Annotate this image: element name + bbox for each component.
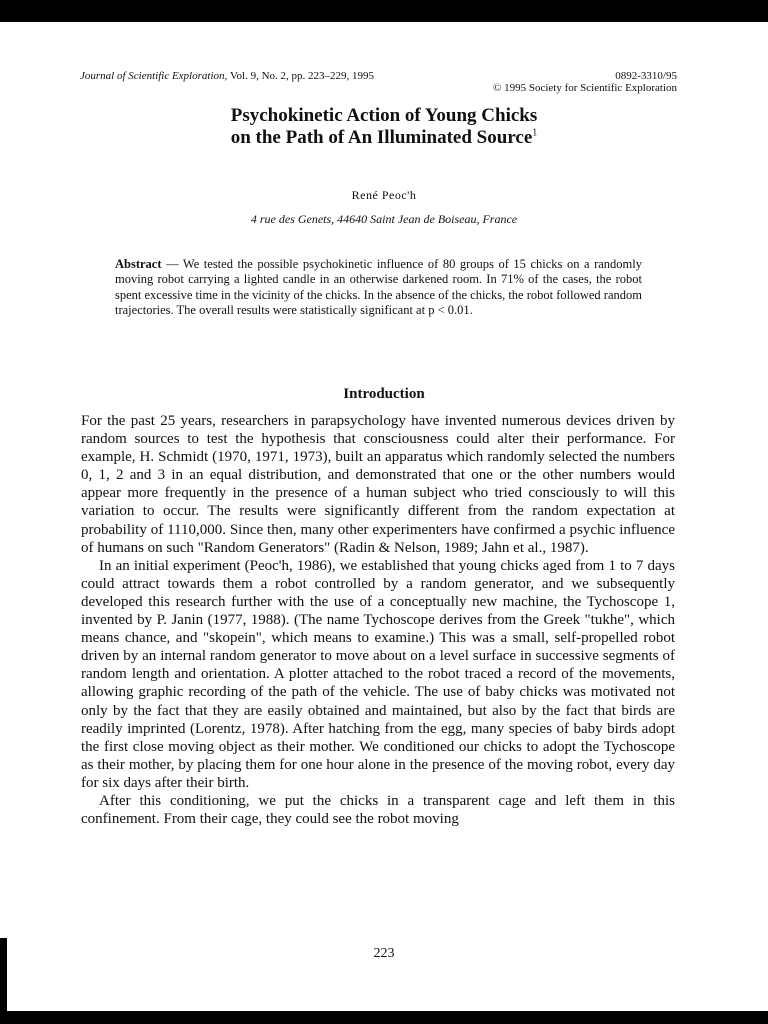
issn: 0892-3310/95 bbox=[615, 70, 677, 82]
journal-rights bbox=[347, 70, 677, 94]
copyright-notice: © 1995 Society for Scientific Exploration bbox=[492, 82, 677, 94]
scan-border-bottom bbox=[0, 1011, 768, 1024]
title-line-2 bbox=[0, 127, 768, 149]
paragraph: After this conditioning, we put the chicks in a transparent cage and left them in this confinement. From their cage, they could see the robot moving bbox=[81, 792, 675, 828]
journal-volume: Vol. 9, No. 2, pp. 223–229, 1995 bbox=[230, 70, 375, 82]
author-name: René Peoc'h bbox=[351, 188, 417, 202]
abstract bbox=[115, 257, 642, 318]
body-text bbox=[81, 412, 675, 828]
abstract-text: — We tested the possible psychokinetic influence of 80 groups of 15 chicks on a randomly moving robot carrying a lighted candle in an otherwise darkened room. In 71% of the cases, the robot spent excessive time in the vicinity of the chicks. In the absence of the chicks, the robot followed random trajectories. The overall results were statistically significant at p < 0.01. bbox=[115, 257, 643, 317]
section-heading: Introduction bbox=[343, 386, 425, 402]
journal-citation bbox=[80, 70, 374, 82]
title-line-1: Psychokinetic Action of Young Chicks bbox=[230, 105, 538, 126]
title-line-2-text: on the Path of An Illuminated Source bbox=[230, 127, 533, 148]
paragraph: For the past 25 years, researchers in parapsychology have invented numerous devices driven by random sources to test the hypothesis that consciousness could alter their performance. For example, H. Schmidt (1970, 1971, 1973), built an apparatus which randomly selected the numbers 0, 1, 2 and 3 in an equal distribution, and demonstrated that one or the other numbers would appear more frequently in the presence of a human subject who tried consciously to will this variation to occur. The results were significantly different from the random expectation at probability of 1110,000. Since then, many other experimenters have confirmed a psychic influence of humans on such "Random Generators" (Radin & Nelson, 1989; Jahn et al., 1987). bbox=[81, 413, 675, 556]
title-footnote-mark: 1 bbox=[532, 127, 538, 139]
scan-border-top bbox=[0, 0, 768, 22]
abstract-label: Abstract bbox=[115, 257, 162, 271]
author-affiliation: 4 rue des Genets, 44640 Saint Jean de Boiseau, France bbox=[250, 212, 518, 226]
paragraph: In an initial experiment (Peoc'h, 1986), we established that young chicks aged from 1 to 7 days could attract towards them a robot controlled by a random generator, and we subsequently developed this research further with the use of a conceptually new machine, the Tychoscope 1, invented by P. Janin (1977, 1988). (The name Tychoscope derives from the Greek "tukhe", which means chance, and "skopein", which means to examine.) This was a small, self-propelled robot driven by an internal random generator to move about on a level surface in successive segments of random length and orientation. A plotter attached to the robot traced a record of the movements, allowing graphic recording of the path of the vehicle. The use of baby chicks was motivated not only by the fact that they are easily obtained and maintained, but also by the fact that birds are readily imprinted (Lorentz, 1978). After hatching from the egg, many species of baby birds adopt the first close moving object as their mother. We conditioned our chicks to adopt the Tychoscope as their mother, by placing them for one hour alone in the presence of the moving robot, every day for six days after their birth. bbox=[81, 557, 675, 791]
paper-title bbox=[0, 105, 768, 149]
page-number: 223 bbox=[373, 946, 395, 961]
journal-name: Journal of Scientific Exploration, bbox=[80, 70, 228, 82]
